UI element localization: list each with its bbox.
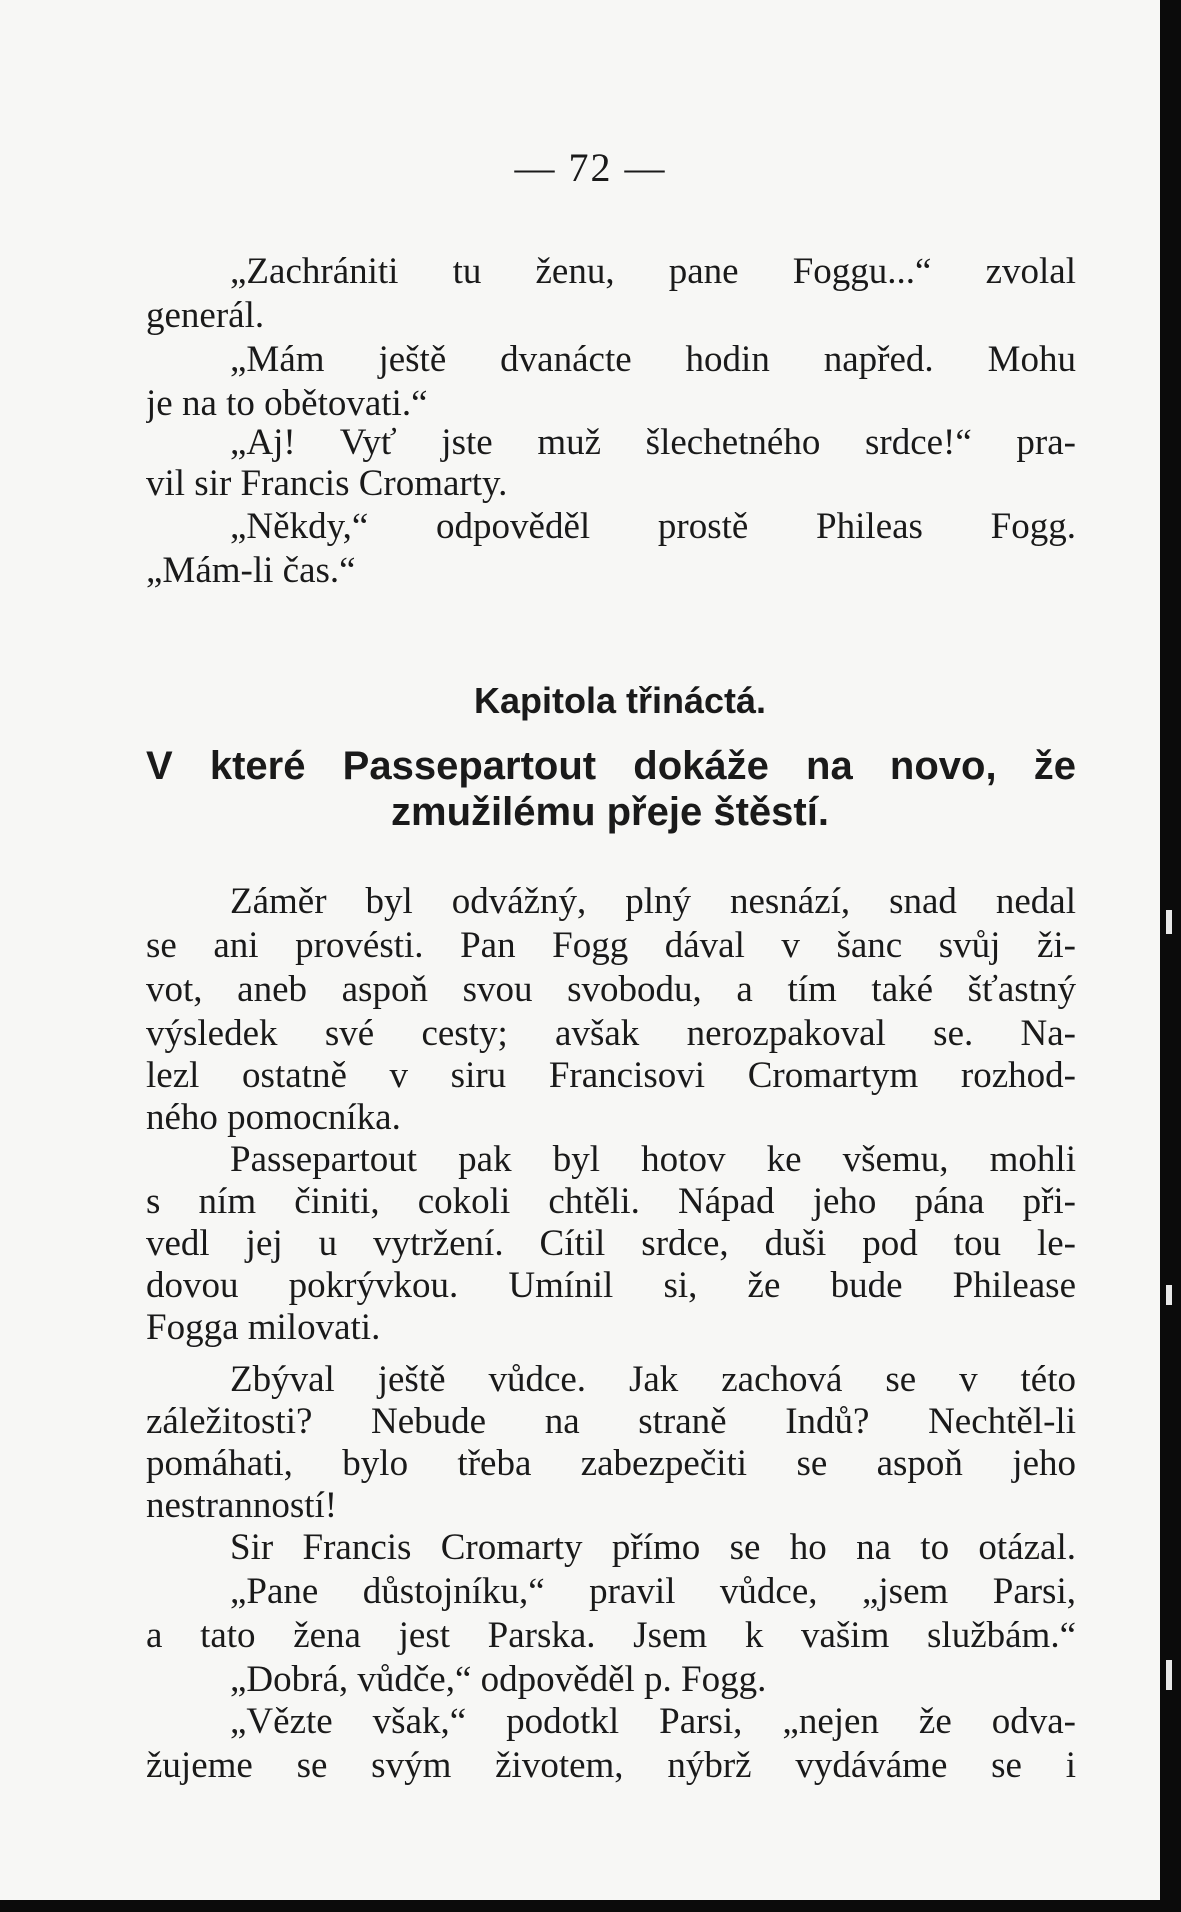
chapter-title-line: zmužilému přeje štěstí. — [391, 790, 829, 834]
text-line: Fogga milovati. — [146, 1307, 381, 1348]
text-line: „Dobrá, vůdče,“ odpověděl p. Fogg. — [230, 1659, 767, 1700]
text-line: výsledek své cesty; avšak nerozpakoval se. Na- — [146, 1013, 1076, 1054]
text-line: je na to obětovati.“ — [146, 383, 428, 424]
edge-mark — [1166, 1285, 1172, 1305]
text-line: generál. — [146, 295, 265, 336]
text-line: vedl jej u vytržení. Cítil srdce, duši pod tou le- — [146, 1223, 1076, 1264]
text-line: Záměr byl odvážný, plný nesnází, snad nedal — [230, 881, 1076, 922]
text-line: „Pane důstojníku,“ pravil vůdce, „jsem Parsi, — [230, 1571, 1076, 1612]
page-number: — 72 — — [514, 145, 667, 190]
text-line: lezl ostatně v siru Francisovi Cromartym rozhod- — [146, 1055, 1076, 1096]
text-line: se ani provésti. Pan Fogg dával v šanc svůj ži- — [146, 925, 1076, 966]
edge-mark — [1166, 910, 1172, 934]
text-line: nestranností! — [146, 1485, 338, 1526]
text-line: s ním činiti, cokoli chtěli. Nápad jeho pána při- — [146, 1181, 1076, 1222]
text-line: Sir Francis Cromarty přímo se ho na to otázal. — [230, 1527, 1076, 1568]
text-line: pomáhati, bylo třeba zabezpečiti se aspoň jeho — [146, 1443, 1076, 1484]
text-line: „Mám-li čas.“ — [146, 550, 356, 591]
scan-edge — [1160, 0, 1181, 1912]
text-line: vil sir Francis Cromarty. — [146, 463, 508, 504]
text-line: „Zachrániti tu ženu, pane Foggu...“ zvolal — [230, 251, 1076, 292]
text-line: ného pomocníka. — [146, 1097, 401, 1138]
scan-edge — [0, 1900, 1181, 1912]
text-line: dovou pokrývkou. Umínil si, že bude Philease — [146, 1265, 1076, 1306]
text-line: „Vězte však,“ podotkl Parsi, „nejen že odva- — [230, 1701, 1076, 1742]
text-line: záležitosti? Nebude na straně Indů? Nechtěl-li — [146, 1401, 1076, 1442]
text-line: „Aj! Vyť jste muž šlechetného srdce!“ pra- — [230, 422, 1076, 463]
chapter-label: Kapitola třináctá. — [473, 680, 767, 721]
edge-mark — [1166, 1660, 1172, 1690]
text-line: Zbýval ještě vůdce. Jak zachová se v této — [230, 1359, 1076, 1400]
text-line: vot, aneb aspoň svou svobodu, a tím také šťastný — [146, 969, 1076, 1010]
text-line: žujeme se svým životem, nýbrž vydáváme se i — [146, 1745, 1076, 1786]
text-line: a tato žena jest Parska. Jsem k vašim službám.“ — [146, 1615, 1076, 1656]
text-line: „Mám ještě dvanácte hodin napřed. Mohu — [230, 339, 1076, 380]
text-line: „Někdy,“ odpověděl prostě Phileas Fogg. — [230, 506, 1076, 547]
chapter-title-line: V které Passepartout dokáže na novo, že — [146, 744, 1076, 788]
text-line: Passepartout pak byl hotov ke všemu, mohli — [230, 1139, 1076, 1180]
